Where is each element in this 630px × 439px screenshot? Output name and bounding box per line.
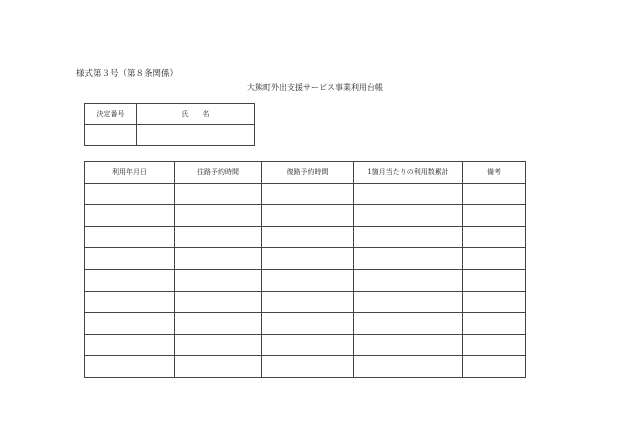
return-time-cell[interactable] [262,334,354,356]
table-row [85,313,526,335]
monthly-total-cell[interactable] [354,291,463,313]
remarks-cell[interactable] [463,313,526,335]
return-time-cell[interactable] [262,269,354,291]
monthly-total-header: 1箇月当たりの利用数累計 [354,162,463,184]
name-cell[interactable] [137,125,255,146]
outbound-time-cell[interactable] [175,291,262,313]
usage-date-cell[interactable] [85,291,175,313]
remarks-cell[interactable] [463,269,526,291]
table-row [85,205,526,227]
monthly-total-cell[interactable] [354,248,463,270]
outbound-time-cell[interactable] [175,248,262,270]
table-row [85,226,526,248]
form-title: 大熊町外出支援サービス事業利用台帳 [247,83,383,92]
usage-date-cell[interactable] [85,334,175,356]
usage-date-cell[interactable] [85,269,175,291]
outbound-time-cell[interactable] [175,334,262,356]
return-time-cell[interactable] [262,291,354,313]
return-time-cell[interactable] [262,313,354,335]
recipient-info-table [84,103,255,146]
monthly-total-cell[interactable] [354,269,463,291]
remarks-cell[interactable] [463,356,526,378]
monthly-total-cell[interactable] [354,334,463,356]
usage-date-header: 利用年月日 [85,162,175,184]
outbound-time-cell[interactable] [175,226,262,248]
monthly-total-cell[interactable] [354,205,463,227]
usage-date-cell[interactable] [85,313,175,335]
form-number: 様式第３号（第８条関係） [76,69,179,79]
remarks-cell[interactable] [463,205,526,227]
decision-number-header: 決定番号 [85,104,137,125]
return-time-header: 復路予約時間 [262,162,354,184]
return-time-cell[interactable] [262,356,354,378]
remarks-cell[interactable] [463,183,526,205]
return-time-cell[interactable] [262,226,354,248]
outbound-time-cell[interactable] [175,205,262,227]
table-row [85,248,526,270]
monthly-total-cell[interactable] [354,313,463,335]
table-row [85,183,526,205]
remarks-header: 備考 [463,162,526,184]
table-row [85,291,526,313]
monthly-total-cell[interactable] [354,183,463,205]
monthly-total-cell[interactable] [354,226,463,248]
table-row [85,334,526,356]
remarks-cell[interactable] [463,334,526,356]
usage-date-cell[interactable] [85,356,175,378]
usage-log-header-row [85,162,526,184]
usage-log-table [84,161,526,378]
usage-date-cell[interactable] [85,183,175,205]
outbound-time-cell[interactable] [175,313,262,335]
return-time-cell[interactable] [262,248,354,270]
outbound-time-cell[interactable] [175,183,262,205]
name-header: 氏 名 [137,104,255,125]
usage-date-cell[interactable] [85,226,175,248]
usage-log-body [85,183,526,377]
recipient-info-value-row [85,125,255,146]
decision-number-cell[interactable] [85,125,137,146]
remarks-cell[interactable] [463,291,526,313]
return-time-cell[interactable] [262,183,354,205]
monthly-total-cell[interactable] [354,356,463,378]
return-time-cell[interactable] [262,205,354,227]
outbound-time-header: 往路予約時間 [175,162,262,184]
recipient-info-header-row [85,104,255,125]
table-row [85,356,526,378]
usage-date-cell[interactable] [85,248,175,270]
table-row [85,269,526,291]
remarks-cell[interactable] [463,248,526,270]
usage-date-cell[interactable] [85,205,175,227]
outbound-time-cell[interactable] [175,356,262,378]
remarks-cell[interactable] [463,226,526,248]
outbound-time-cell[interactable] [175,269,262,291]
